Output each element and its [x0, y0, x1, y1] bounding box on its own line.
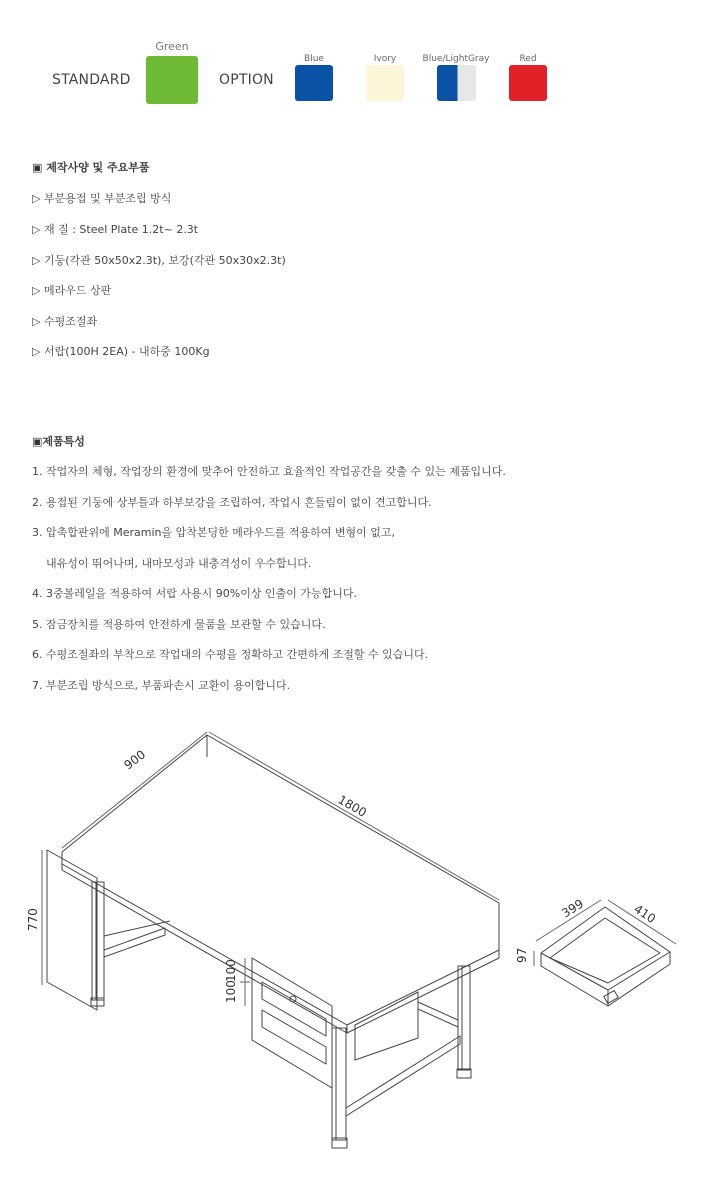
option-label: OPTION [219, 72, 274, 88]
swatch-red [509, 65, 547, 101]
drawer-height-label: 97 [515, 947, 529, 963]
spec-item: ▷ 서랍(100H 2EA) - 내하중 100Kg [32, 345, 210, 358]
feature-item: 3. 압축합판위에 Meramin을 압착본딩한 메라우드를 적용하여 변형이 없고, [32, 526, 396, 539]
side-panel [47, 850, 97, 1010]
swatch-name-ivory: Ivory [373, 54, 397, 64]
swatch-name-red: Red [519, 54, 537, 64]
workbench-drawing [0, 720, 709, 1181]
feature-item: 내유성이 뛰어나며, 내마모성과 내충격성이 우수합니다. [32, 557, 312, 570]
swatch-name-blue-lightgray: Blue/LightGray [422, 54, 490, 64]
spec-item: ▷ 재 질 : Steel Plate 1.2t~ 2.3t [32, 223, 199, 236]
spec-item: ▷ 메라우드 상판 [32, 284, 112, 297]
swatch-green [146, 56, 198, 104]
swatch-name-green: Green [155, 40, 189, 53]
dim-drawer1-label: 100 [224, 980, 238, 1003]
dim-length-label: 1800 [335, 792, 369, 820]
table-top-surface [62, 855, 499, 1025]
spec-item: ▷ 부분용접 및 부분조립 방식 [32, 192, 172, 205]
drawer-depth-label: 410 [631, 901, 659, 926]
feature-item: 7. 부분조립 방식으로, 부품파손시 교환이 용이합니다. [32, 679, 291, 692]
swatch-blue [295, 65, 333, 101]
feature-item: 6. 수평조절좌의 부착으로 작업대의 수평을 정확하고 간편하게 조절할 수 있습니다. [32, 648, 429, 661]
dim-drawer2-label: 100 [224, 959, 238, 982]
feature-item: 4. 3중볼레일을 적용하여 서랍 사용시 90%이상 인출이 가능합니다. [32, 587, 357, 600]
specs-title: ▣ 제작사양 및 주요부품 [32, 161, 150, 174]
feature-item: 1. 작업자의 체형, 작업장의 환경에 맞추어 안전하고 효율적인 작업공간을 갖출 수 있는 제품입니다. [32, 465, 506, 478]
standard-label: STANDARD [52, 72, 131, 88]
swatch-ivory [366, 65, 404, 101]
spec-item: ▷ 수평조절좌 [32, 315, 98, 328]
swatch-blue-lightgray [437, 65, 476, 101]
dim-height-label: 770 [26, 908, 40, 931]
swatch-name-blue: Blue [304, 54, 324, 64]
drawer-unit [252, 958, 332, 1088]
dim-depth-label: 900 [121, 747, 149, 773]
drawer-width-label: 399 [559, 896, 587, 921]
feature-item: 2. 용접된 기둥에 상부틀과 하부보강을 조립하여, 작업시 흔들림이 없이 견고합니다. [32, 496, 432, 509]
feature-item: 5. 잠금장치를 적용하여 안전하게 물품을 보관할 수 있습니다. [32, 618, 326, 631]
features-title: ▣제품특성 [32, 435, 85, 448]
spec-item: ▷ 기둥(각관 50x50x2.3t), 보강(각관 50x30x2.3t) [32, 254, 286, 267]
